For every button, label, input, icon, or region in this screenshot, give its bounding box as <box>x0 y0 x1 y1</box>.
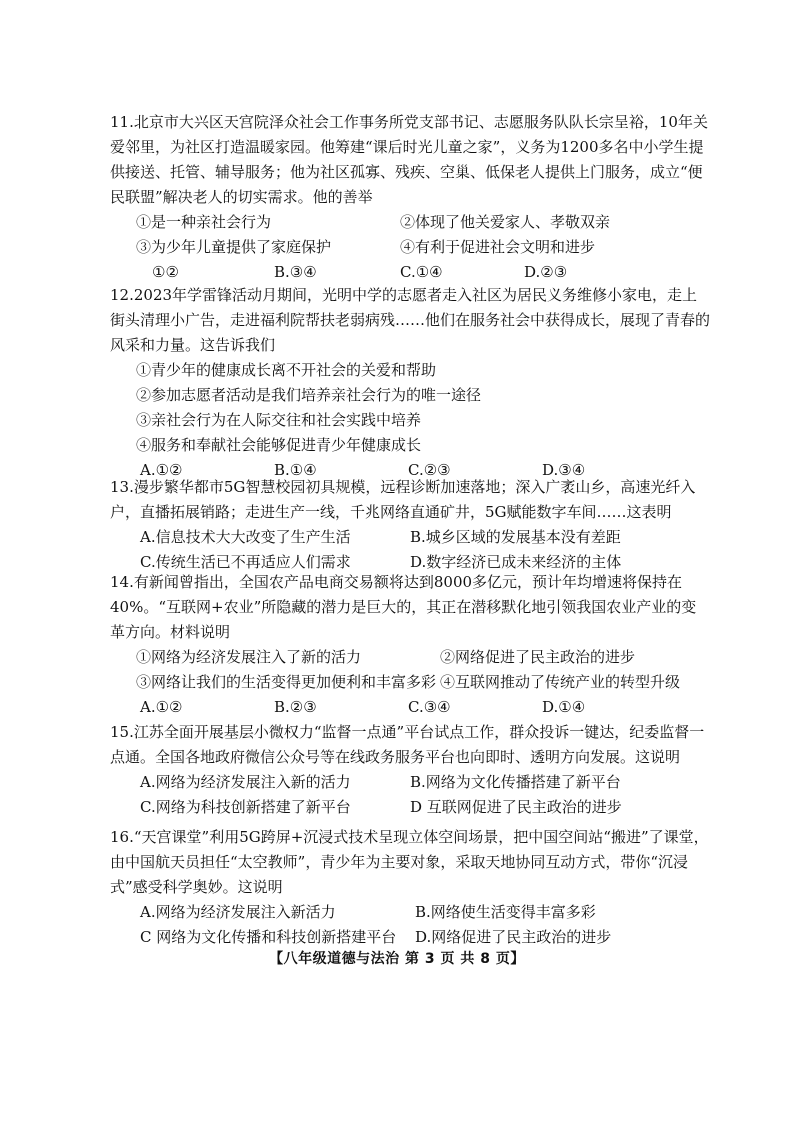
statement-3: ③亲社会行为在人际交往和社会实践中培养 <box>136 411 422 429</box>
choice-b: B.网络为文化传播搭建了新平台 <box>410 773 621 791</box>
question-stem: 16.“天宫课堂”利用5G跨屏+沉浸式技术呈现立体空间场景，把中国空间站“搬进”了课堂，由中国航天员担任“太空教师”，青少年为主要对象，采取天地协同互动方式，带你“沉浸式”感受科学奥妙。这说明 <box>110 828 709 896</box>
statement-1: ①青少年的健康成长离不开社会的关爱和帮助 <box>136 361 437 379</box>
choice-c: C.传统生活已不再适应人们需求 <box>140 553 351 571</box>
page-footer: 【八年级道德与法治 第 3 页 共 8 页】 <box>269 951 525 967</box>
question-stem: 15.江苏全面开展基层小微权力“监督一点通”平台试点工作，群众投诉一键达，纪委监督一点通。全国各地政府微信公众号等在线政务服务平台也向即时、透明方向发展。这说明 <box>110 723 705 766</box>
statement-4: ④互联网推动了传统产业的转型升级 <box>440 673 681 691</box>
choice-d: D.数字经济已成未来经济的主体 <box>410 553 622 571</box>
statement-4: ④服务和奉献社会能够促进青少年健康成长 <box>136 436 422 454</box>
question-12 <box>110 283 710 483</box>
question-stem: 14.有新闻曾指出，全国农产品电商交易额将达到8000多亿元，预计年均增速将保持在40%。“互联网+农业”所隐藏的潜力是巨大的，其正在潜移默化地引领我国农业产业的变革方向。材料说明 <box>110 573 697 641</box>
choice-b: B.网络使生活变得丰富多彩 <box>415 903 596 921</box>
choice-d: D.网络促进了民主政治的进步 <box>415 928 612 946</box>
option-block <box>110 900 710 950</box>
choice-c: C.网络为科技创新搭建了新平台 <box>140 798 351 816</box>
choice-a: A.网络为经济发展注入新的活力 <box>140 773 351 791</box>
statement-4: ④有利于促进社会文明和进步 <box>400 238 596 256</box>
statement-1: ①是一种亲社会行为 <box>136 213 272 231</box>
choice-d: D.③④ <box>542 461 586 479</box>
choice-a: A.网络为经济发展注入新活力 <box>140 903 336 921</box>
option-block <box>110 770 710 820</box>
choice-b: B.①④ <box>274 461 317 479</box>
choice-d: D.①④ <box>542 698 586 716</box>
statement-2: ②参加志愿者活动是我们培养亲社会行为的唯一途径 <box>136 386 482 404</box>
statement-1: ①网络为经济发展注入了新的活力 <box>136 648 362 666</box>
statement-2: ②网络促进了民主政治的进步 <box>440 648 636 666</box>
choice-c: C.①④ <box>400 263 443 281</box>
question-15 <box>110 720 710 820</box>
question-stem: 12.2023年学雷锋活动月期间，光明中学的志愿者走入社区为居民义务维修小家电，走上街头清理小广告，走进福利院帮扶老弱病残……他们在服务社会中获得成长，展现了青春的风采和力量。这告诉我们 <box>110 286 711 354</box>
option-block <box>110 358 710 483</box>
choice-c: C 网络为文化传播和科技创新搭建平台 <box>140 928 397 946</box>
choice-d: D.②③ <box>524 263 568 281</box>
choice-a: A.①② <box>140 461 183 479</box>
statement-2: ②体现了他关爱家人、孝敬双亲 <box>400 213 611 231</box>
question-14 <box>110 570 710 720</box>
question-stem: 11.北京市大兴区天宫院泽众社会工作事务所党支部书记、志愿服务队队长宗呈裕，10年关爱邻里，为社区打造温暖家园。他筹建“课后时光儿童之家”，义务为1200多名中小学生提供接送、托管、辅导服务；他为社区孤寡、残疾、空巢、低保老人提供上门服务，成立“便民联盟”解决老人的切实需求。他的善举 <box>110 113 708 206</box>
option-block <box>110 210 710 285</box>
choice-b: B.③④ <box>274 263 317 281</box>
choice-a: A.信息技术大大改变了生产生活 <box>140 528 351 546</box>
choice-a: ①② <box>152 263 179 281</box>
option-block <box>110 525 710 575</box>
question-stem: 13.漫步繁华都市5G智慧校园初具规模，远程诊断加速落地；深入广袤山乡，高速光纤入户，直播拓展销路；走进生产一线，千兆网络直通矿井，5G赋能数字车间……这表明 <box>110 478 696 521</box>
choice-b: B.②③ <box>274 698 317 716</box>
choice-a: A.①② <box>140 698 183 716</box>
statement-3: ③为少年儿童提供了家庭保护 <box>136 238 332 256</box>
choice-c: C.③④ <box>408 698 451 716</box>
question-16 <box>110 825 710 950</box>
choice-d: D 互联网促进了民主政治的进步 <box>410 798 622 816</box>
choice-b: B.城乡区域的发展基本没有差距 <box>410 528 621 546</box>
statement-3: ③网络让我们的生活变得更加便利和丰富多彩 <box>136 673 437 691</box>
choice-c: C.②③ <box>408 461 451 479</box>
option-block <box>110 645 710 720</box>
question-13 <box>110 475 710 575</box>
question-11 <box>110 110 710 285</box>
